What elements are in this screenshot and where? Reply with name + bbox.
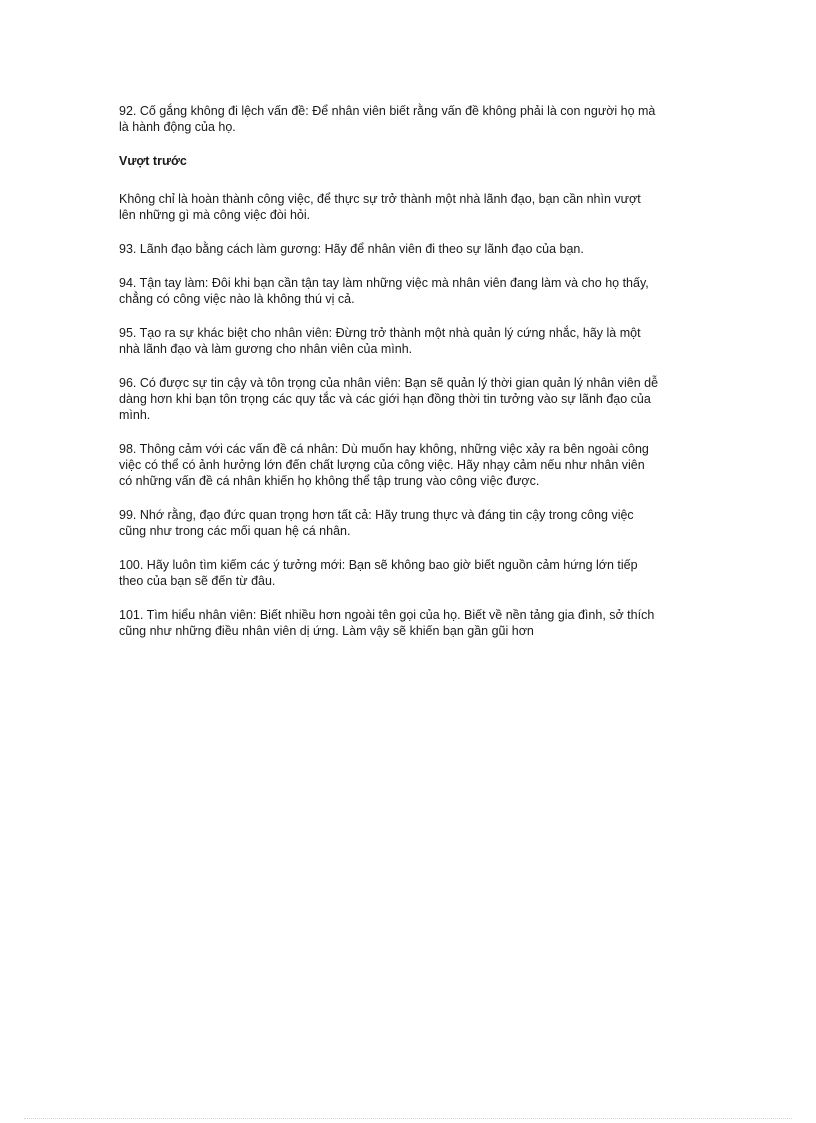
- document-body: [119, 103, 699, 657]
- paragraph-96: 96. Có được sự tin cậy và tôn trọng của nhân viên: Bạn sẽ quản lý thời gian quản lý nhân viên dễ dàng hơn khi bạn tôn trọng các quy tắc và các giới hạn đồng thời tin tưởng vào sự lãnh đạo của mình.: [119, 376, 659, 422]
- paragraph-100: 100. Hãy luôn tìm kiếm các ý tưởng mới: Bạn sẽ không bao giờ biết nguồn cảm hứng lớn tiếp theo của bạn sẽ đến từ đâu.: [119, 558, 638, 588]
- section-intro: Không chỉ là hoàn thành công việc, để thực sự trở thành một nhà lãnh đạo, bạn cần nhìn vượt lên những gì mà công việc đòi hỏi.: [119, 192, 641, 222]
- paragraph-98: 98. Thông cảm với các vấn đề cá nhân: Dù muốn hay không, những việc xảy ra bên ngoài công việc có thể có ảnh hưởng lớn đến chất lượng của công việc. Hãy nhạy cảm nếu như nhân viên có những vấn đề cá nhân khiến họ không thể tập trung vào công việc được.: [119, 442, 649, 488]
- paragraph-101: 101. Tìm hiểu nhân viên: Biết nhiều hơn ngoài tên gọi của họ. Biết về nền tảng gia đình, sở thích cũng như những điều nhân viên dị ứng. Làm vậy sẽ khiến bạn gần gũi hơn: [119, 608, 655, 638]
- paragraph-99: 99. Nhớ rằng, đạo đức quan trọng hơn tất cả: Hãy trung thực và đáng tin cậy trong công việc cũng như trong các mối quan hệ cá nhân.: [119, 508, 634, 538]
- page-bottom-divider: [24, 1118, 792, 1119]
- section-heading: Vượt trước: [119, 154, 187, 168]
- paragraph-93: 93. Lãnh đạo bằng cách làm gương: Hãy để nhân viên đi theo sự lãnh đạo của bạn.: [119, 242, 584, 256]
- paragraph-94: 94. Tận tay làm: Đôi khi bạn cần tận tay làm những việc mà nhân viên đang làm và cho họ thấy, chẳng có công việc nào là không thú vị cả.: [119, 276, 649, 306]
- paragraph-92: 92. Cố gắng không đi lệch vấn đề: Để nhân viên biết rằng vấn đề không phải là con người họ mà là hành động của họ.: [119, 104, 656, 134]
- paragraph-95: 95. Tạo ra sự khác biệt cho nhân viên: Đừng trở thành một nhà quản lý cứng nhắc, hãy là một nhà lãnh đạo và làm gương cho nhân viên của mình.: [119, 326, 641, 356]
